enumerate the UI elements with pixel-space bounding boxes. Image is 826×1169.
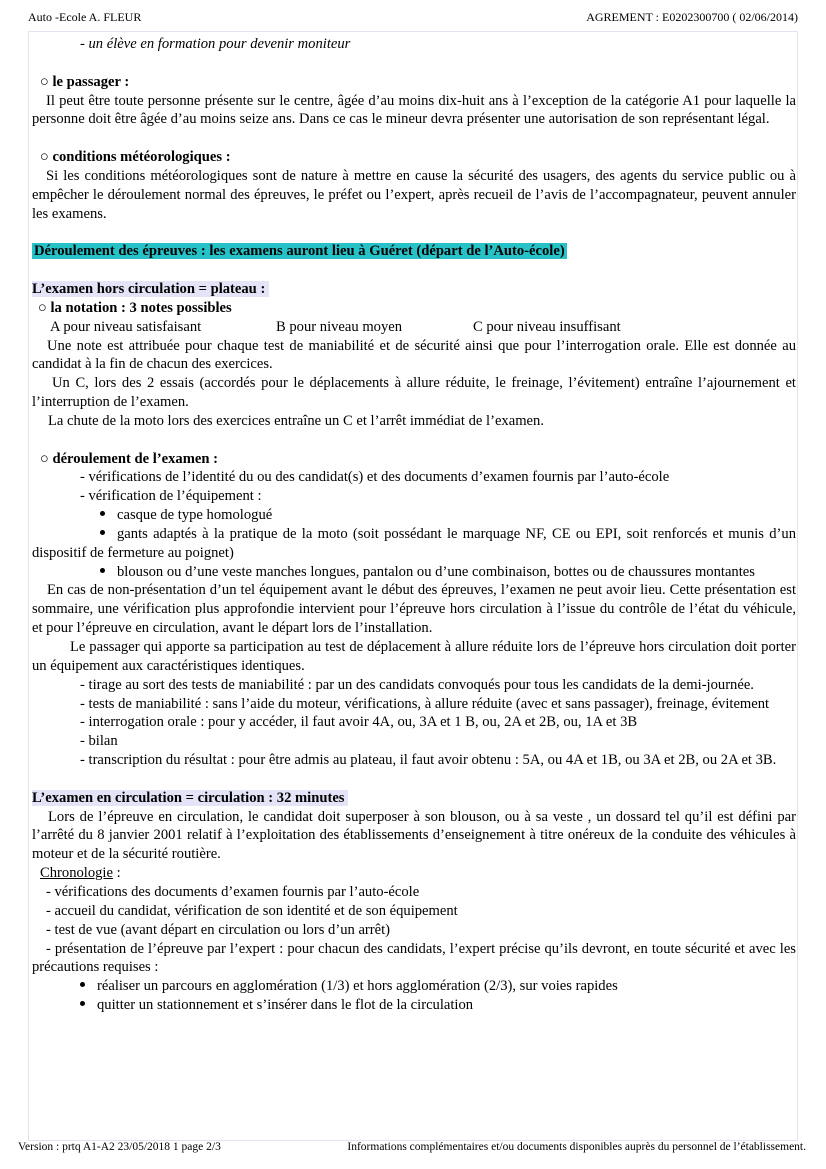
notation-paragraph-3: La chute de la moto lors des exercices entraîne un C et l’arrêt immédiat de l’examen. (48, 412, 544, 429)
bullet-icon (100, 511, 105, 516)
bullet-icon (100, 530, 105, 535)
plateau-title: L’examen hors circulation = plateau : (32, 281, 269, 297)
passager-title: ○ le passager : (40, 73, 130, 90)
meteo-title: ○ conditions météorologiques : (40, 149, 231, 166)
bullet-icon (100, 568, 105, 573)
banner-line (32, 242, 796, 261)
chrono-item-3: - test de vue (avant départ en circulation ou lors d’un arrêt) (46, 921, 391, 938)
chrono-item-1: - vérifications des documents d’examen fournis par l’auto-école (46, 883, 420, 900)
line-eleve: - un élève en formation pour devenir moniteur (80, 36, 351, 52)
epreuves-banner: Déroulement des épreuves : les examens auront lieu à Guéret (départ de l’Auto-école) (34, 243, 565, 260)
meteo-text: Si les conditions météorologiques sont de nature à mettre en cause la sécurité des usagers, des agents du service public ou à empêcher le déroulement normal des épreuves, le préfet ou l’expert, après recueil de l’avis de l’accompagnateur, peuvent annuler les examens. (32, 167, 796, 222)
deroulement-item-3: - tirage au sort des tests de maniabilité : par un des candidats convoqués pour tous les candidats de la demi-journée. (80, 676, 754, 693)
chrono-item-4: - présentation de l’épreuve par l’expert : pour chacun des candidats, l’expert précise qu’ils devront, en toute sécurité et avec les précautions requises : (32, 940, 796, 976)
chrono-bullet-1: réaliser un parcours en agglomération (1/3) et hors agglomération (2/3), sur voies rapides (32, 977, 796, 996)
chrono-bullet-2: quitter un stationnement et s’insérer dans le flot de la circulation (32, 996, 796, 1015)
deroulement-item-7: - transcription du résultat : pour être admis au plateau, il faut avoir obtenu : 5A, ou 4A et 1B, ou 3A et 2B, ou 2A et 3B. (80, 752, 777, 769)
plateau-heading (32, 280, 796, 299)
grade-c: C pour niveau insuffisant (473, 318, 621, 335)
equipment-item-3: blouson ou d’une veste manches longues, pantalon ou d’une combinaison, bottes ou de chaussures montantes (32, 563, 796, 582)
bullet-icon (80, 982, 85, 987)
notation-paragraph-2: Un C, lors des 2 essais (accordés pour le déplacements à allure réduite, le freinage, l’évitement) entraîne l’ajournement et l’interruption de l’examen. (32, 375, 796, 411)
notation-title: ○ la notation : 3 notes possibles (38, 299, 232, 316)
document-body (32, 35, 796, 1015)
notation-paragraph-1: Une note est attribuée pour chaque test de maniabilité et de sécurité ainsi que pour l’interrogation orale. Elle est donnée au candidat à la fin de chacun des exercices. (32, 337, 796, 373)
bullet-icon (80, 1001, 85, 1006)
passager-text: Il peut être toute personne présente sur le centre, âgée d’au moins dix-huit ans à l’exception de la catégorie A1 pour laquelle la personne doit être âgée d’au moins seize ans. Dans ce cas le mineur devra présenter une autorisation de son représentant légal. (32, 92, 796, 128)
equipment-paragraph-2: Le passager qui apporte sa participation au test de déplacement à allure réduite lors de l’épreuve hors circulation doit porter un équipement aux caractéristiques identiques. (32, 639, 796, 674)
header-agrement: AGREMENT : E0202300700 ( 02/06/2014) (586, 10, 798, 24)
grade-a: A pour niveau satisfaisant (50, 318, 202, 335)
header-school-name: Auto -Ecole A. FLEUR (28, 10, 142, 24)
chrono-item-2: - accueil du candidat, vérification de son identité et de son équipement (46, 902, 458, 919)
circulation-heading (32, 789, 796, 808)
circulation-title: L’examen en circulation = circulation : 32 minutes (32, 790, 348, 806)
footer-version: Version : prtq A1-A2 23/05/2018 1 page 2/3 (18, 1141, 221, 1153)
deroulement-item-4: - tests de maniabilité : sans l’aide du moteur, vérifications, à allure réduite (avec et sans passager), freinage, évitement (80, 695, 770, 712)
chronologie-label: Chronologie (40, 865, 113, 882)
chronologie-heading: Chronologie : (40, 865, 121, 882)
deroulement-item-6: - bilan (80, 733, 118, 750)
equipment-item-1: casque de type homologué (32, 506, 796, 525)
footer-info: Informations complémentaires et/ou documents disponibles auprès du personnel de l’établissement. (347, 1141, 806, 1153)
deroulement-item-5: - interrogation orale : pour y accéder, il faut avoir 4A, ou, 3A et 1 B, ou, 2A et 2B, ou, 1A et 3B (80, 714, 638, 731)
deroulement-item-2: - vérification de l’équipement : (80, 488, 262, 505)
grade-b: B pour niveau moyen (276, 318, 403, 335)
circulation-paragraph: Lors de l’épreuve en circulation, le candidat doit superposer à son blouson, ou à sa veste , un dossard tel qu’il est défini par l’arrêté du 8 janvier 2001 relatif à l’exploitation des établissements d’enseignement à titre onéreux de la conduite des véhicules à moteur et de la sécurité routière. (32, 808, 796, 863)
grades-row (32, 318, 796, 337)
deroulement-title: ○ déroulement de l’examen : (40, 450, 218, 467)
equipment-item-2: gants adaptés à la pratique de la moto (soit possédant le marquage NF, CE ou EPI, soit renforcés et munis d’un dispositif de fermeture au poignet) (32, 525, 796, 561)
deroulement-item-1: - vérifications de l’identité du ou des candidat(s) et des documents d’examen fournis par l’auto-école (80, 469, 670, 486)
equipment-paragraph-1: En cas de non-présentation d’un tel équipement avant le début des épreuves, l’examen ne peut avoir lieu. Cette présentation est sommaire, une vérification plus approfondie intervient pour l’épreuve hors circulation à l’issue du contrôle de l’état du véhicule, et pour l’épreuve en circulation, avant le départ lors de l’installation. (32, 582, 796, 637)
